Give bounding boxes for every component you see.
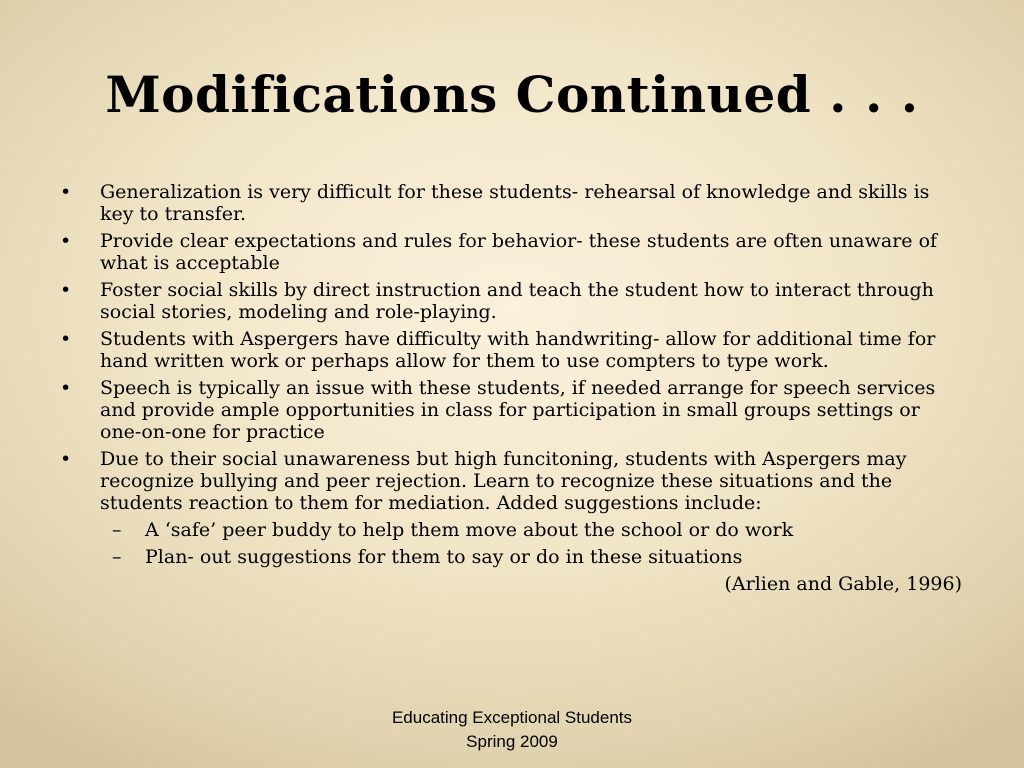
footer-term: Spring 2009 [466, 732, 558, 751]
bullet-text: Provide clear expectations and rules for behavior- these students are often unaware of what is acceptable [100, 230, 938, 274]
bullet-item [60, 377, 960, 443]
bullet-item [60, 230, 960, 274]
citation: (Arlien and Gable, 1996) [724, 573, 962, 595]
bullet-icon: • [60, 181, 72, 203]
dash-icon: – [112, 546, 122, 568]
slide-title: Modifications Continued . . . [105, 65, 919, 124]
bullet-text: Speech is typically an issue with these students, if needed arrange for speech services and provide ample opportunities in class for participation in small groups settings or one-on-one for practice [100, 377, 936, 443]
bullet-list [60, 181, 960, 595]
bullet-item [60, 328, 960, 372]
bullet-text: Students with Aspergers have difficulty with handwriting- allow for additional time for hand written work or perhaps allow for them to use compters to type work. [100, 328, 936, 372]
bullet-text: Generalization is very difficult for these students- rehearsal of knowledge and skills is key to transfer. [100, 181, 930, 225]
bullet-item [60, 279, 960, 323]
slide-footer [0, 706, 1024, 754]
bullet-icon: • [60, 377, 72, 399]
bullet-text: Due to their social unawareness but high funcitoning, students with Aspergers may recognize bullying and peer rejection. Learn to recognize these situations and the students reaction to them for mediation. Added suggestions include: [100, 448, 907, 514]
footer-course: Educating Exceptional Students [391, 708, 633, 727]
bullet-icon: • [60, 448, 72, 470]
bullet-icon: • [60, 230, 72, 252]
bullet-text: Foster social skills by direct instruction and teach the student how to interact through social stories, modeling and role-playing. [100, 279, 934, 323]
sub-bullet-item [60, 519, 960, 541]
dash-icon: – [112, 519, 122, 541]
sub-bullet-text: A ‘safe’ peer buddy to help them move about the school or do work [145, 519, 794, 541]
sub-bullet-text: Plan- out suggestions for them to say or do in these situations [145, 546, 743, 568]
bullet-item [60, 448, 960, 514]
bullet-icon: • [60, 328, 72, 350]
sub-bullet-item [60, 546, 960, 568]
bullet-icon: • [60, 279, 72, 301]
bullet-item [60, 181, 960, 225]
